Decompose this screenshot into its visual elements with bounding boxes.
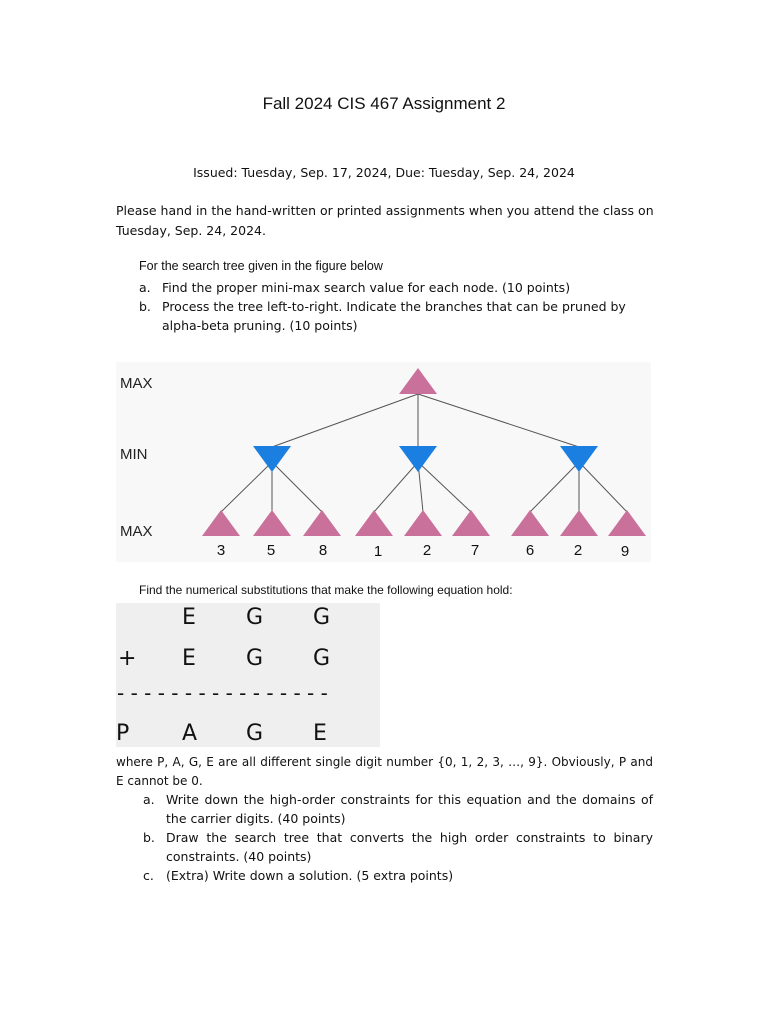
where-text: where P, A, G, E are all different single digit number {0, 1, 2, 3, …, 9}. Obviously, P and E cannot be 0. xyxy=(116,755,653,788)
minimax-tree-svg xyxy=(116,362,651,562)
min-node-3 xyxy=(560,446,598,472)
leaf-value-9: 9 xyxy=(620,543,630,560)
leaf-value-5: 2 xyxy=(422,542,432,559)
leaf-node-9 xyxy=(608,510,646,536)
edge-root-min1 xyxy=(272,394,418,447)
root-max-node xyxy=(399,368,437,394)
edge-min3-leaf9 xyxy=(579,462,627,512)
level-label-min: MIN xyxy=(120,446,148,463)
eq-plus-sign: + xyxy=(118,646,137,671)
minimax-tree-figure xyxy=(116,362,651,562)
question-text: Process the tree left-to-right. Indicate the branches that can be pruned by alpha-beta pruning. (10 points) xyxy=(162,299,626,333)
eq-row1-letter-3: G xyxy=(313,605,331,630)
question-label: c. xyxy=(143,868,154,883)
edge-root-min3 xyxy=(418,394,579,447)
eq-result-letter-3: G xyxy=(246,721,264,746)
eq-row2-letter-2: G xyxy=(246,646,264,671)
leaf-value-4: 1 xyxy=(373,543,383,560)
leaf-value-8: 2 xyxy=(573,542,583,559)
edge-min1-leaf3 xyxy=(272,462,322,512)
edge-min3-leaf7 xyxy=(530,462,579,512)
question-label: b. xyxy=(139,299,151,314)
equation-intro: Find the numerical substitutions that make the following equation hold: xyxy=(139,583,513,597)
edge-min2-leaf4 xyxy=(374,462,418,512)
issued-due-dates: Issued: Tuesday, Sep. 17, 2024, Due: Tuesday, Sep. 24, 2024 xyxy=(193,165,575,180)
edge-min2-leaf6 xyxy=(418,462,471,512)
eq-row1-letter-2: G xyxy=(246,605,264,630)
question-label: a. xyxy=(139,280,151,295)
eq-sum-line: - - - - - - - - - - - - - - - - xyxy=(117,681,328,705)
tree-question-b xyxy=(139,297,659,337)
question-text: Draw the search tree that converts the high order constraints to binary constraints. (40 points) xyxy=(166,830,653,864)
leaf-value-6: 7 xyxy=(470,542,480,559)
leaf-value-2: 5 xyxy=(266,542,276,559)
equation-figure xyxy=(116,603,380,747)
leaf-value-3: 8 xyxy=(318,542,328,559)
leaf-value-7: 6 xyxy=(525,542,535,559)
eq-question-b xyxy=(143,828,653,866)
eq-question-c xyxy=(143,866,653,885)
leaf-node-6 xyxy=(452,510,490,536)
leaf-node-3 xyxy=(303,510,341,536)
leaf-node-8 xyxy=(560,510,598,536)
question-text: Write down the high-order constraints for this equation and the domains of the carrier digits. (40 points) xyxy=(166,792,653,826)
eq-result-letter-1: P xyxy=(116,721,130,746)
leaf-node-7 xyxy=(511,510,549,536)
question-label: a. xyxy=(143,792,155,807)
tree-intro: For the search tree given in the figure below xyxy=(139,259,383,273)
question-text: Find the proper mini-max search value for each node. (10 points) xyxy=(162,280,571,295)
min-node-2 xyxy=(399,446,437,472)
leaf-value-1: 3 xyxy=(216,542,226,559)
leaf-node-2 xyxy=(253,510,291,536)
leaf-node-1 xyxy=(202,510,240,536)
min-node-1 xyxy=(253,446,291,472)
leaf-node-4 xyxy=(355,510,393,536)
level-label-max-top: MAX xyxy=(120,375,153,392)
edge-min1-leaf1 xyxy=(221,462,272,512)
eq-result-letter-4: E xyxy=(313,721,327,746)
eq-question-a xyxy=(143,790,653,828)
question-text: (Extra) Write down a solution. (5 extra points) xyxy=(166,868,454,883)
tree-question-a xyxy=(139,278,659,297)
eq-row2-letter-1: E xyxy=(182,646,196,671)
eq-row1-letter-1: E xyxy=(182,605,196,630)
eq-result-letter-2: A xyxy=(182,721,198,746)
question-label: b. xyxy=(143,830,155,845)
page-title: Fall 2024 CIS 467 Assignment 2 xyxy=(262,94,506,113)
leaf-node-5 xyxy=(404,510,442,536)
instructions: Please hand in the hand-written or printed assignments when you attend the class on Tuesday, Sep. 24, 2024. xyxy=(116,203,654,238)
eq-row2-letter-3: G xyxy=(313,646,331,671)
level-label-max-bottom: MAX xyxy=(120,523,153,540)
